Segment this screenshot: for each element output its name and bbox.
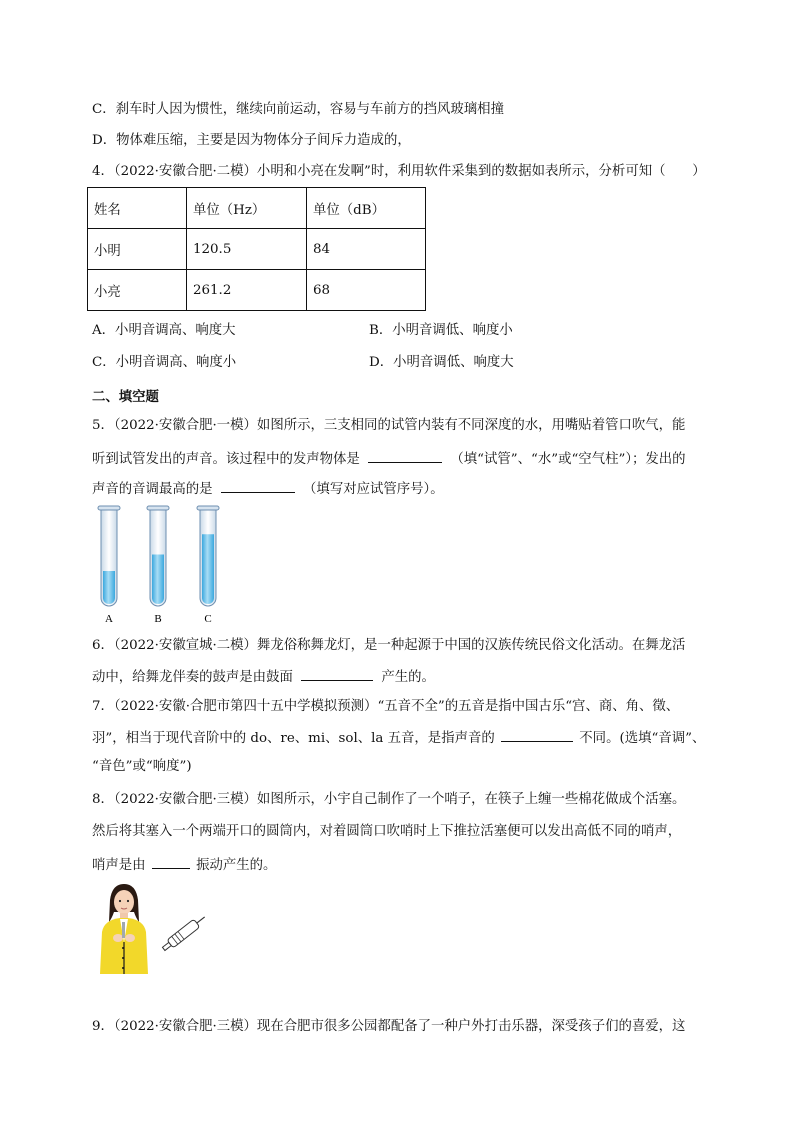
answer-blank[interactable] (501, 727, 573, 742)
answer-blank[interactable] (152, 854, 190, 869)
tube-label: A (105, 613, 113, 625)
q8-line-3 (92, 854, 276, 876)
answer-blank[interactable] (301, 666, 373, 681)
table-header-cell: 单位（Hz） (187, 188, 307, 229)
q5-text: （填“试管”、“水”或“空气柱”）；发出的 (450, 452, 686, 467)
q9-line-1: 9．（2022·安徽合肥·三模）现在合肥市很多公园都配备了一种户外打击乐器，深受孩子们的喜爱，这 (92, 1019, 686, 1034)
table-header-cell: 姓名 (88, 188, 187, 229)
q7-line-1: 7．（2022·安徽·合肥市第四十五中学模拟预测）“五音不全”的五音是指中国古乐“宫、商、角、徵、 (92, 699, 680, 714)
table-cell: 120.5 (187, 229, 307, 270)
q4-option-b: B．小明音调低、响度小 (369, 323, 513, 338)
table-cell: 261.2 (187, 270, 307, 311)
q6-line-1: 6．（2022·安徽宣城·二模）舞龙俗称舞龙灯，是一种起源于中国的汉族传统民俗文化活动。在舞龙活 (92, 638, 686, 653)
q3-option-d: D．物体难压缩，主要是因为物体分子间斥力造成的， (92, 133, 411, 148)
face-shape (114, 890, 134, 914)
q6-line-2 (92, 666, 435, 688)
table-header-row (88, 188, 426, 229)
test-tubes-figure (88, 502, 238, 630)
water-column-c (202, 534, 214, 604)
answer-blank[interactable] (221, 478, 295, 493)
q4-stem: 4．（2022·安徽合肥·二模）小明和小亮在发啊”时，利用软件采集到的数据如表所示，分析可知（ ） (92, 164, 706, 179)
q7-text: 羽”，相当于现代音阶中的 do、re、mi、sol、la 五音，是指声音的 (92, 731, 495, 746)
water-column-b (152, 554, 164, 604)
answer-blank[interactable] (368, 448, 442, 463)
q6-text: 产生的。 (381, 670, 435, 685)
q7-text: 不同。(选填“音调”、 (579, 731, 706, 746)
q7-line-3: “音色”或“响度”) (92, 759, 192, 774)
table-cell: 小明 (88, 229, 187, 270)
q5-line-3 (92, 478, 444, 500)
tube-label: B (154, 613, 162, 625)
q5-line-1: 5．（2022·安徽合肥·一模）如图所示，三支相同的试管内装有不同深度的水，用嘴贴着管口吹气，能 (92, 418, 686, 433)
q3-option-c: C．刹车时人因为惯性，继续向前运动，容易与车前方的挡风玻璃相撞 (92, 102, 504, 117)
girl-whistle-figure (92, 882, 212, 974)
table-cell: 84 (307, 229, 426, 270)
q5-text: （填写对应试管序号）。 (303, 482, 444, 497)
table-row (88, 229, 426, 270)
whistle-icon (161, 913, 208, 953)
q4-option-c: C．小明音调高、响度小 (92, 355, 237, 370)
q5-text: 声音的音调最高的是 (92, 482, 213, 497)
q4-option-d: D．小明音调低、响度大 (369, 355, 514, 370)
q7-line-2 (92, 727, 705, 749)
q5-text: 听到试管发出的声音。该过程中的发声物体是 (92, 452, 360, 467)
test-tube-b (147, 506, 169, 625)
table-cell: 小亮 (88, 270, 187, 311)
q5-line-2 (92, 448, 686, 470)
q8-text: 振动产生的。 (196, 858, 277, 873)
table-header-cell: 单位（dB） (307, 188, 426, 229)
table-row (88, 270, 426, 311)
tube-label: C (204, 613, 212, 625)
q6-text: 动中，给舞龙伴奏的鼓声是由鼓面 (92, 670, 293, 685)
water-column-a (103, 571, 115, 604)
q8-line-2: 然后将其塞入一个两端开口的圆筒内，对着圆筒口吹哨时上下推拉活塞便可以发出高低不同的哨声， (92, 824, 682, 839)
q4-data-table (87, 187, 426, 311)
test-tube-c (197, 506, 219, 625)
q8-line-1: 8．（2022·安徽合肥·三模）如图所示，小宇自己制作了一个哨子，在筷子上缠一些棉花做成个活塞。 (92, 792, 686, 807)
section-heading-fill-in: 二、填空题 (92, 390, 159, 405)
q8-text: 哨声是由 (92, 858, 146, 873)
table-cell: 68 (307, 270, 426, 311)
q4-option-a: A．小明音调高、响度大 (92, 323, 236, 338)
test-tube-a (98, 506, 120, 625)
